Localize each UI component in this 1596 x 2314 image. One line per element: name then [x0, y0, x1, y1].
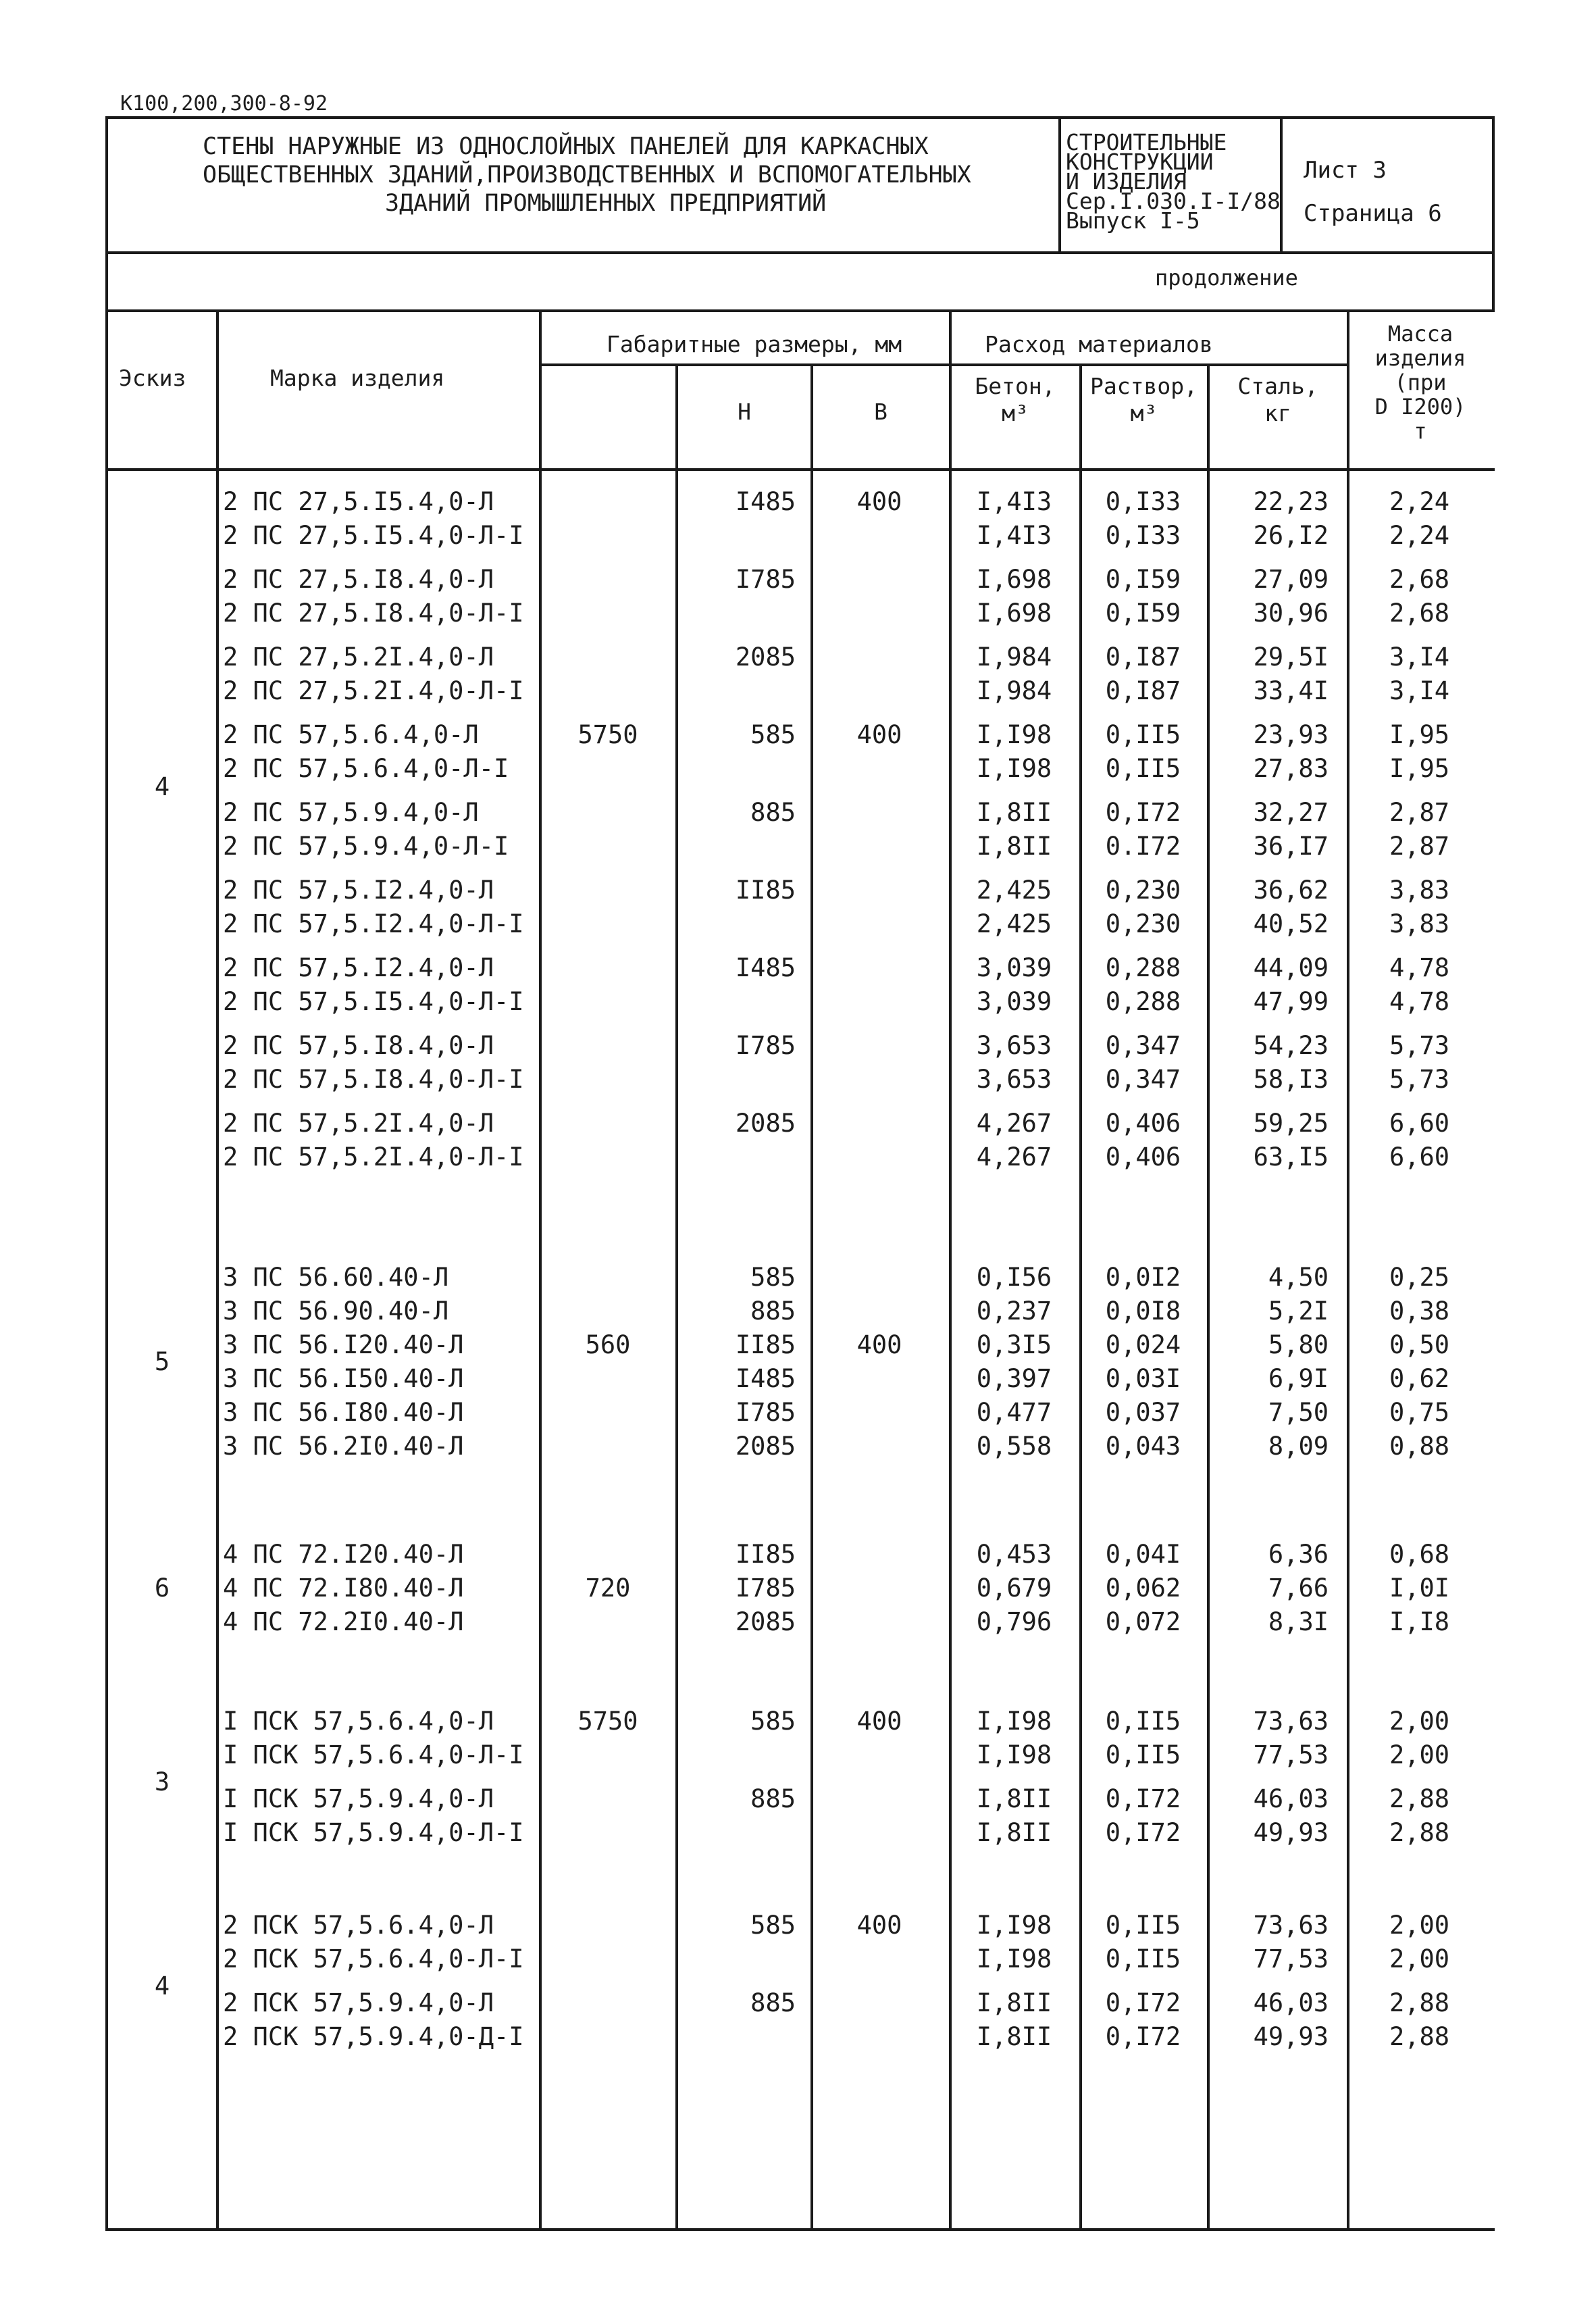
mortar-value: 0,I59: [1105, 599, 1181, 628]
concrete-value: I,8II: [976, 832, 1052, 861]
series-line: Сер.I.030.I-I/88: [1066, 188, 1281, 214]
mortar-value: 0,062: [1105, 1574, 1181, 1603]
header-concrete: [951, 373, 1079, 427]
dim-h-value: I785: [735, 1398, 796, 1427]
steel-value: 33,4I: [1253, 676, 1329, 705]
product-mark: I ПСК 57,5.6.4,0-Л: [223, 1707, 494, 1736]
mass-value: 0,38: [1389, 1297, 1450, 1326]
mass-value: 5,73: [1389, 1065, 1450, 1094]
dim-h-value: 2085: [735, 1109, 796, 1138]
concrete-value: I,4I3: [976, 521, 1052, 550]
dim-b-value: 400: [856, 720, 902, 749]
mortar-value: 0,406: [1105, 1109, 1181, 1138]
dim-h-value: I485: [735, 487, 796, 516]
header-dim-b: В: [874, 399, 887, 425]
steel-value: 5,80: [1268, 1330, 1329, 1359]
concrete-value: 2,425: [976, 876, 1052, 905]
frame-left: [105, 116, 108, 2231]
mortar-value: 0,I87: [1105, 643, 1181, 672]
steel-value: 49,93: [1253, 1818, 1329, 1847]
title-series-divider: [1058, 116, 1061, 253]
steel-value: 73,63: [1253, 1911, 1329, 1940]
series-line: Выпуск I-5: [1066, 207, 1200, 234]
mass-value: I,95: [1389, 754, 1450, 783]
series-line: И ИЗДЕЛИЯ: [1066, 168, 1187, 195]
dim-h-value: 585: [750, 720, 796, 749]
mortar-value: 0,I72: [1105, 798, 1181, 827]
mortar-value: 0,I72: [1105, 2022, 1181, 2051]
concrete-value: 3,653: [976, 1031, 1052, 1060]
concrete-value: I,984: [976, 676, 1052, 705]
dim-h-value: II85: [735, 1540, 796, 1569]
steel-value: 26,I2: [1253, 521, 1329, 550]
mass-value: I,95: [1389, 720, 1450, 749]
mortar-value: 0,II5: [1105, 1740, 1181, 1769]
mortar-value: 0,I72: [1105, 1784, 1181, 1813]
table-header-bottom-line: [107, 468, 1495, 471]
concrete-value: 0,679: [976, 1574, 1052, 1603]
dim-h-value: 885: [750, 1988, 796, 2017]
mass-value: 2,88: [1389, 1818, 1450, 1847]
mortar-value: 0,I87: [1105, 676, 1181, 705]
mass-value: 2,87: [1389, 798, 1450, 827]
dim-l-value: 5750: [577, 720, 638, 749]
continuation-bottom-line: [107, 309, 1495, 312]
mortar-value: 0,I72: [1105, 1988, 1181, 2017]
concrete-value: I,698: [976, 565, 1052, 594]
steel-value: 27,83: [1253, 754, 1329, 783]
concrete-value: I,I98: [976, 1740, 1052, 1769]
sketch-number: 5: [154, 1347, 170, 1376]
dim-h-value: 2085: [735, 643, 796, 672]
product-mark: 2 ПС 57,5.9.4,0-Л-I: [223, 832, 509, 861]
steel-value: 29,5I: [1253, 643, 1329, 672]
steel-value: 77,53: [1253, 1944, 1329, 1973]
dim-h-value: 885: [750, 798, 796, 827]
steel-value: 22,23: [1253, 487, 1329, 516]
product-mark: 2 ПС 57,5.6.4,0-Л-I: [223, 754, 509, 783]
document-title: [169, 132, 1020, 218]
concrete-value: 0,477: [976, 1398, 1052, 1427]
product-mark: 2 ПС 57,5.2I.4,0-Л: [223, 1109, 494, 1138]
steel-value: 73,63: [1253, 1707, 1329, 1736]
title-line: СТЕНЫ НАРУЖНЫЕ ИЗ ОДНОСЛОЙНЫХ ПАНЕЛЕЙ ДЛЯ КАРКАСНЫХ: [203, 133, 929, 160]
mortar-value: 0,0I8: [1105, 1297, 1181, 1326]
header-concrete-unit: м³: [1002, 400, 1029, 426]
concrete-value: 3,653: [976, 1065, 1052, 1094]
mortar-value: 0,043: [1105, 1432, 1181, 1461]
concrete-value: 0,397: [976, 1364, 1052, 1393]
mortar-value: 0.I72: [1105, 832, 1181, 861]
product-mark: 2 ПСК 57,5.9.4,0-Д-I: [223, 2022, 524, 2051]
mortar-value: 0,I33: [1105, 521, 1181, 550]
steel-value: 77,53: [1253, 1740, 1329, 1769]
product-mark: 4 ПС 72.I80.40-Л: [223, 1574, 464, 1603]
mass-value: 2,87: [1389, 832, 1450, 861]
dim-h-value: 2085: [735, 1607, 796, 1636]
steel-value: 30,96: [1253, 599, 1329, 628]
product-mark: 2 ПС 27,5.I8.4,0-Л: [223, 565, 494, 594]
dim-h-value: I485: [735, 953, 796, 982]
header-sketch: Эскиз: [119, 365, 186, 391]
product-mark: 4 ПС 72.I20.40-Л: [223, 1540, 464, 1569]
product-mark: 2 ПС 27,5.I5.4,0-Л-I: [223, 521, 524, 550]
mortar-value: 0,II5: [1105, 1911, 1181, 1940]
header-mortar: [1081, 373, 1207, 427]
frame-bottom: [107, 2228, 1495, 2231]
header-materials: Расход материалов: [985, 331, 1213, 357]
steel-value: 49,93: [1253, 2022, 1329, 2051]
product-mark: 2 ПС 27,5.2I.4,0-Л-I: [223, 676, 524, 705]
steel-value: 59,25: [1253, 1109, 1329, 1138]
product-mark: I ПСК 57,5.9.4,0-Л-I: [223, 1818, 524, 1847]
concrete-value: I,I98: [976, 754, 1052, 783]
product-mark: 4 ПС 72.2I0.40-Л: [223, 1607, 464, 1636]
steel-value: 7,66: [1268, 1574, 1329, 1603]
product-mark: 2 ПС 57,5.I2.4,0-Л-I: [223, 909, 524, 938]
concrete-value: 2,425: [976, 909, 1052, 938]
sketch-number: 6: [154, 1574, 170, 1603]
product-mark: 2 ПС 27,5.I8.4,0-Л-I: [223, 599, 524, 628]
concrete-value: I,I98: [976, 1944, 1052, 1973]
mortar-value: 0,347: [1105, 1065, 1181, 1094]
product-mark: 3 ПС 56.I80.40-Л: [223, 1398, 464, 1427]
product-mark: 2 ПСК 57,5.9.4,0-Л: [223, 1988, 494, 2017]
mortar-value: 0,037: [1105, 1398, 1181, 1427]
mortar-value: 0,04I: [1105, 1540, 1181, 1569]
header-concrete-label: Бетон,: [975, 373, 1056, 399]
mortar-value: 0,II5: [1105, 1707, 1181, 1736]
mass-value: 5,73: [1389, 1031, 1450, 1060]
mortar-value: 0,072: [1105, 1607, 1181, 1636]
title-line: ЗДАНИЙ ПРОМЫШЛЕННЫХ ПРЕДПРИЯТИЙ: [385, 190, 827, 217]
dim-b-value: 400: [856, 1707, 902, 1736]
concrete-value: I,I98: [976, 1911, 1052, 1940]
concrete-value: I,698: [976, 599, 1052, 628]
dim-h-value: I485: [735, 1364, 796, 1393]
header-steel: [1209, 373, 1347, 427]
header-mortar-label: Раствор,: [1090, 373, 1198, 399]
dim-h-value: I785: [735, 565, 796, 594]
frame-top: [107, 116, 1495, 119]
concrete-value: 4,267: [976, 1109, 1052, 1138]
mortar-value: 0,II5: [1105, 754, 1181, 783]
mass-value: 2,88: [1389, 1988, 1450, 2017]
mass-value: 2,88: [1389, 1784, 1450, 1813]
steel-value: 6,36: [1268, 1540, 1329, 1569]
dims-subheader-line: [540, 363, 1349, 366]
steel-value: 47,99: [1253, 987, 1329, 1016]
product-mark: 3 ПС 56.2I0.40-Л: [223, 1432, 464, 1461]
series-line: КОНСТРУКЦИИ: [1066, 149, 1214, 175]
sketch-number: 4: [154, 772, 170, 801]
steel-value: 7,50: [1268, 1398, 1329, 1427]
mortar-value: 0,03I: [1105, 1364, 1181, 1393]
steel-value: 46,03: [1253, 1784, 1329, 1813]
product-mark: I ПСК 57,5.6.4,0-Л-I: [223, 1740, 524, 1769]
sheet-number: Лист 3: [1304, 157, 1387, 184]
steel-value: 54,23: [1253, 1031, 1329, 1060]
dim-h-value: 585: [750, 1911, 796, 1940]
mass-value: 0,88: [1389, 1432, 1450, 1461]
product-mark: 2 ПС 57,5.I5.4,0-Л-I: [223, 987, 524, 1016]
concrete-value: I,8II: [976, 1818, 1052, 1847]
concrete-value: 0,I56: [976, 1263, 1052, 1292]
concrete-value: 4,267: [976, 1142, 1052, 1172]
steel-value: 4,50: [1268, 1263, 1329, 1292]
dim-h-value: II85: [735, 876, 796, 905]
mass-value: 6,60: [1389, 1142, 1450, 1172]
dim-b-value: 400: [856, 487, 902, 516]
steel-value: 44,09: [1253, 953, 1329, 982]
mortar-value: 0,024: [1105, 1330, 1181, 1359]
steel-value: 36,I7: [1253, 832, 1329, 861]
concrete-value: I,8II: [976, 1784, 1052, 1813]
steel-value: 36,62: [1253, 876, 1329, 905]
header-steel-unit: кг: [1264, 400, 1291, 426]
header-steel-label: Сталь,: [1237, 373, 1318, 399]
concrete-value: 0,558: [976, 1432, 1052, 1461]
sketch-number: 3: [154, 1767, 170, 1796]
mass-value: 2,00: [1389, 1707, 1450, 1736]
steel-value: 27,09: [1253, 565, 1329, 594]
mortar-value: 0,I33: [1105, 487, 1181, 516]
dim-h-value: 2085: [735, 1432, 796, 1461]
mass-value: 0,25: [1389, 1263, 1450, 1292]
mass-value: 2,24: [1389, 521, 1450, 550]
mass-value: 0,75: [1389, 1398, 1450, 1427]
product-mark: 2 ПС 57,5.I8.4,0-Л-I: [223, 1065, 524, 1094]
dim-h-value: 885: [750, 1784, 796, 1813]
mass-value: 0,62: [1389, 1364, 1450, 1393]
header-mass: [1349, 322, 1492, 443]
mass-value: 2,00: [1389, 1944, 1450, 1973]
mortar-value: 0,406: [1105, 1142, 1181, 1172]
steel-value: 5,2I: [1268, 1297, 1329, 1326]
steel-value: 63,I5: [1253, 1142, 1329, 1172]
mass-value: 0,50: [1389, 1330, 1450, 1359]
dim-h-value: I785: [735, 1031, 796, 1060]
concrete-value: I,984: [976, 643, 1052, 672]
sketch-number: 4: [154, 1971, 170, 2001]
mass-value: 2,68: [1389, 599, 1450, 628]
concrete-value: 0,3I5: [976, 1330, 1052, 1359]
steel-value: 40,52: [1253, 909, 1329, 938]
concrete-value: I,8II: [976, 798, 1052, 827]
steel-value: 6,9I: [1268, 1364, 1329, 1393]
concrete-value: 0,453: [976, 1540, 1052, 1569]
dim-h-value: I785: [735, 1574, 796, 1603]
header-mass-line: D I200): [1374, 394, 1466, 420]
mortar-value: 0,I72: [1105, 1818, 1181, 1847]
mass-value: 6,60: [1389, 1109, 1450, 1138]
product-mark: 2 ПС 27,5.I5.4,0-Л: [223, 487, 494, 516]
mass-value: 4,78: [1389, 987, 1450, 1016]
continuation-label: продолжение: [1155, 265, 1298, 291]
mortar-value: 0,230: [1105, 909, 1181, 938]
mortar-value: 0,230: [1105, 876, 1181, 905]
product-mark: 2 ПС 57,5.I2.4,0-Л: [223, 876, 494, 905]
mass-value: 4,78: [1389, 953, 1450, 982]
mass-value: 2,24: [1389, 487, 1450, 516]
dim-l-value: 720: [585, 1574, 631, 1603]
header-mass-line: (при: [1394, 370, 1447, 395]
header-mass-line: Масса: [1387, 321, 1453, 347]
title-line: ОБЩЕСТВЕННЫХ ЗДАНИЙ,ПРОИЗВОДСТВЕННЫХ И ВСПОМОГАТЕЛЬНЫХ: [203, 161, 971, 188]
mass-value: 2,88: [1389, 2022, 1450, 2051]
dim-h-value: II85: [735, 1330, 796, 1359]
mass-value: 3,83: [1389, 909, 1450, 938]
mortar-value: 0,II5: [1105, 1944, 1181, 1973]
product-mark: 2 ПСК 57,5.6.4,0-Л-I: [223, 1944, 524, 1973]
page-number: Страница 6: [1304, 200, 1442, 227]
concrete-value: I,I98: [976, 720, 1052, 749]
product-mark: 2 ПС 27,5.2I.4,0-Л: [223, 643, 494, 672]
product-mark: 2 ПСК 57,5.6.4,0-Л: [223, 1911, 494, 1940]
dim-b-value: 400: [856, 1330, 902, 1359]
dim-h-value: 585: [750, 1263, 796, 1292]
steel-value: 58,I3: [1253, 1065, 1329, 1094]
product-mark: 2 ПС 57,5.I8.4,0-Л: [223, 1031, 494, 1060]
mortar-value: 0,0I2: [1105, 1263, 1181, 1292]
col-h-divider: [810, 363, 813, 2231]
steel-value: 32,27: [1253, 798, 1329, 827]
header-mass-line: изделия: [1374, 345, 1466, 371]
steel-value: 8,3I: [1268, 1607, 1329, 1636]
concrete-value: I,8II: [976, 2022, 1052, 2051]
mass-value: 3,I4: [1389, 643, 1450, 672]
product-mark: I ПСК 57,5.9.4,0-Л: [223, 1784, 494, 1813]
steel-value: 8,09: [1268, 1432, 1329, 1461]
product-mark: 3 ПС 56.I50.40-Л: [223, 1364, 464, 1393]
concrete-value: I,8II: [976, 1988, 1052, 2017]
product-mark: 2 ПС 57,5.I2.4,0-Л: [223, 953, 494, 982]
concrete-value: I,4I3: [976, 487, 1052, 516]
mass-value: I,0I: [1389, 1574, 1450, 1603]
steel-value: 23,93: [1253, 720, 1329, 749]
mortar-value: 0,II5: [1105, 720, 1181, 749]
concrete-value: 0,796: [976, 1607, 1052, 1636]
product-mark: 2 ПС 57,5.6.4,0-Л: [223, 720, 479, 749]
header-mark: Марка изделия: [270, 365, 445, 391]
mass-value: 3,83: [1389, 876, 1450, 905]
mass-value: 0,68: [1389, 1540, 1450, 1569]
product-mark: 3 ПС 56.90.40-Л: [223, 1297, 449, 1326]
dim-l-value: 560: [585, 1330, 631, 1359]
mass-value: 2,68: [1389, 565, 1450, 594]
frame-right: [1492, 116, 1495, 312]
concrete-value: 0,237: [976, 1297, 1052, 1326]
product-mark: 3 ПС 56.60.40-Л: [223, 1263, 449, 1292]
product-mark: 2 ПС 57,5.9.4,0-Л: [223, 798, 479, 827]
dim-b-value: 400: [856, 1911, 902, 1940]
concrete-value: 3,039: [976, 987, 1052, 1016]
mortar-value: 0,288: [1105, 987, 1181, 1016]
header-mortar-unit: м³: [1130, 400, 1158, 426]
mass-value: 3,I4: [1389, 676, 1450, 705]
product-mark: 3 ПС 56.I20.40-Л: [223, 1330, 464, 1359]
steel-value: 46,03: [1253, 1988, 1329, 2017]
document-code: К100,200,300-8-92: [120, 92, 328, 116]
mass-value: 2,00: [1389, 1740, 1450, 1769]
mass-value: I,I8: [1389, 1607, 1450, 1636]
mortar-value: 0,I59: [1105, 565, 1181, 594]
dim-h-value: 585: [750, 1707, 796, 1736]
product-mark: 2 ПС 57,5.2I.4,0-Л-I: [223, 1142, 524, 1172]
series-line: СТРОИТЕЛЬНЫЕ: [1066, 129, 1227, 155]
concrete-value: 3,039: [976, 953, 1052, 982]
header-mass-line: т: [1414, 418, 1427, 444]
header-dim-h: Н: [738, 399, 751, 425]
header-bottom-line: [107, 251, 1495, 254]
dim-l-value: 5750: [577, 1707, 638, 1736]
series-block: [1066, 129, 1281, 234]
mortar-value: 0,288: [1105, 953, 1181, 982]
mass-value: 2,00: [1389, 1911, 1450, 1940]
dim-h-value: 885: [750, 1297, 796, 1326]
header-dimensions: Габаритные размеры, мм: [607, 331, 902, 357]
concrete-value: I,I98: [976, 1707, 1052, 1736]
mortar-value: 0,347: [1105, 1031, 1181, 1060]
